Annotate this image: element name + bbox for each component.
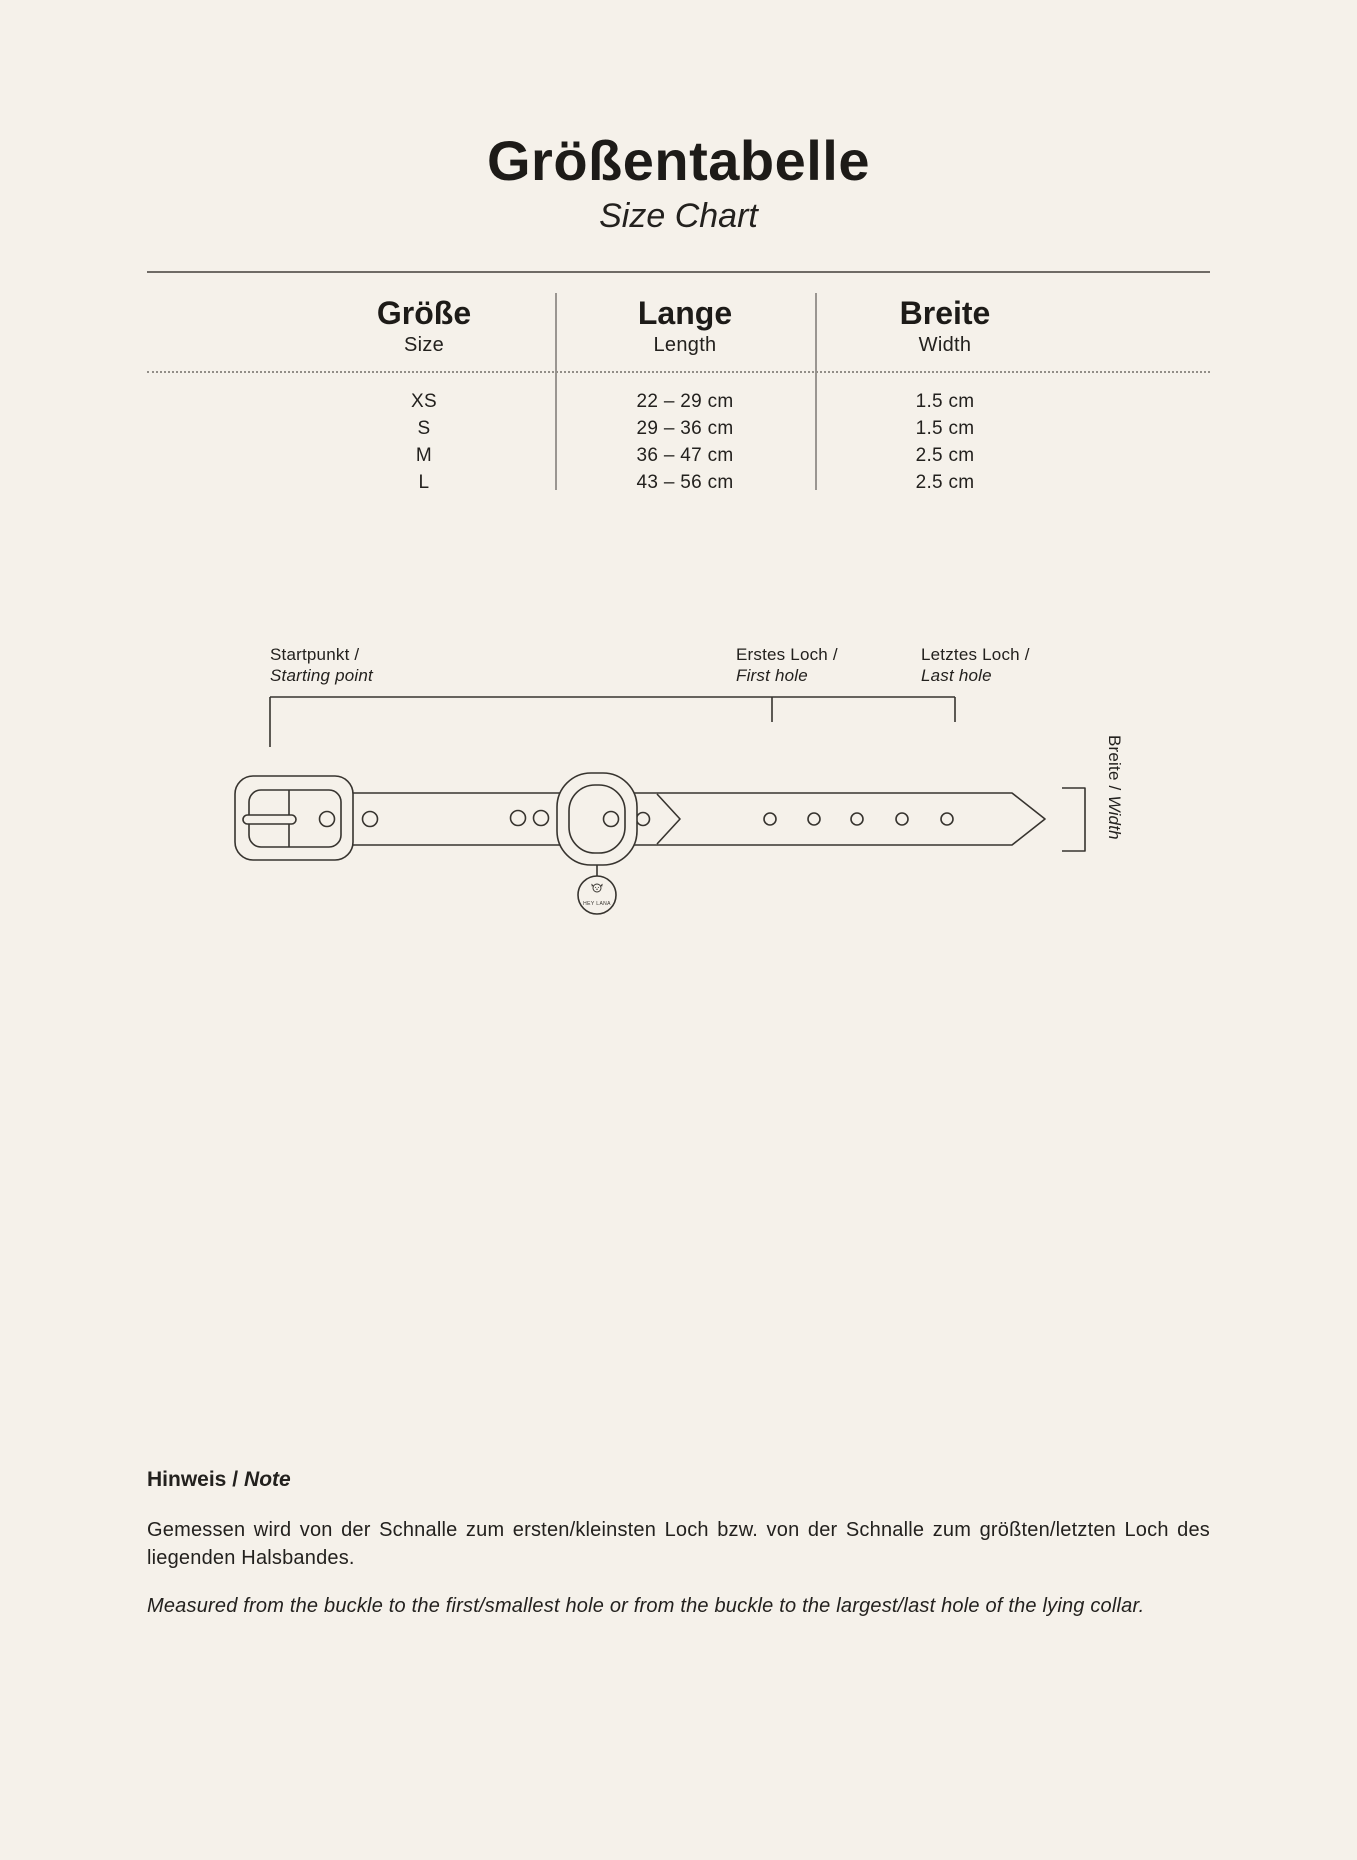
collar-strap [294, 793, 1045, 845]
page-subtitle: Size Chart [599, 197, 758, 235]
strap-hole [896, 813, 908, 825]
table-cell: 36 – 47 cm [636, 445, 734, 466]
column-header-de: Breite [899, 295, 991, 331]
buckle-prong [243, 815, 296, 824]
column-header-en: Size [403, 334, 445, 356]
strap-end-chevron [657, 794, 680, 844]
width-bracket [1062, 788, 1085, 851]
note-heading [147, 1468, 291, 1492]
note-heading-en: Note [244, 1468, 291, 1491]
collar-diagram [0, 620, 1357, 950]
table-column-length [637, 294, 734, 496]
table-cell: 43 – 56 cm [636, 472, 734, 493]
label-strap-width-de: Breite / [1105, 735, 1124, 791]
label-starting-point-en: Starting point [270, 666, 373, 685]
table-column-divider [815, 293, 817, 490]
table-cell: 22 – 29 cm [636, 391, 734, 412]
keeper-ring-inner [569, 785, 625, 853]
table-cell: M [415, 445, 433, 466]
page-title: Größentabelle [486, 129, 871, 192]
strap-hole [511, 811, 526, 826]
table-cell: 1.5 cm [915, 418, 975, 439]
table-cell: S [417, 418, 431, 439]
tag-brand-text: HEY LANA [583, 901, 611, 907]
pet-tag [578, 876, 616, 914]
table-column-divider [555, 293, 557, 490]
column-header-de: Größe [376, 295, 472, 331]
table-cell: 2.5 cm [915, 472, 975, 493]
column-header-en: Length [653, 334, 717, 356]
measure-bracket [270, 697, 955, 747]
strap-hole [851, 813, 863, 825]
table-column-size [377, 294, 471, 496]
label-first-hole-de: Erstes Loch / [736, 645, 838, 664]
note-body-english: Measured from the buckle to the first/smallest hole or from the buckle to the largest/last hole of the lying collar. [147, 1595, 1145, 1617]
table-cell: 1.5 cm [915, 391, 975, 412]
label-strap-width-en: Width [1105, 795, 1124, 840]
table-cell: XS [411, 391, 437, 412]
strap-hole [534, 811, 549, 826]
table-cell: 2.5 cm [915, 445, 975, 466]
table-cell: 29 – 36 cm [636, 418, 734, 439]
column-header-de: Lange [637, 295, 733, 331]
label-starting-point-de: Startpunkt / [270, 645, 360, 664]
label-first-hole-en: First hole [736, 666, 808, 685]
header-divider-line [147, 271, 1210, 273]
strap-hole [808, 813, 820, 825]
column-header-en: Width [918, 334, 972, 356]
strap-hole [764, 813, 776, 825]
label-last-hole-de: Letztes Loch / [921, 645, 1030, 664]
strap-hole [363, 812, 378, 827]
note-body-german: Gemessen wird von der Schnalle zum ersten/kleinsten Loch bzw. von der Schnalle zum größten/letzten Loch des liegenden Halsbandes. [147, 1519, 1210, 1569]
strap-hole [941, 813, 953, 825]
table-cell: L [418, 472, 430, 493]
note-heading-de: Hinweis / [147, 1468, 239, 1491]
strap-hole [637, 813, 650, 826]
label-last-hole-en: Last hole [921, 666, 992, 685]
table-column-width [900, 294, 991, 496]
